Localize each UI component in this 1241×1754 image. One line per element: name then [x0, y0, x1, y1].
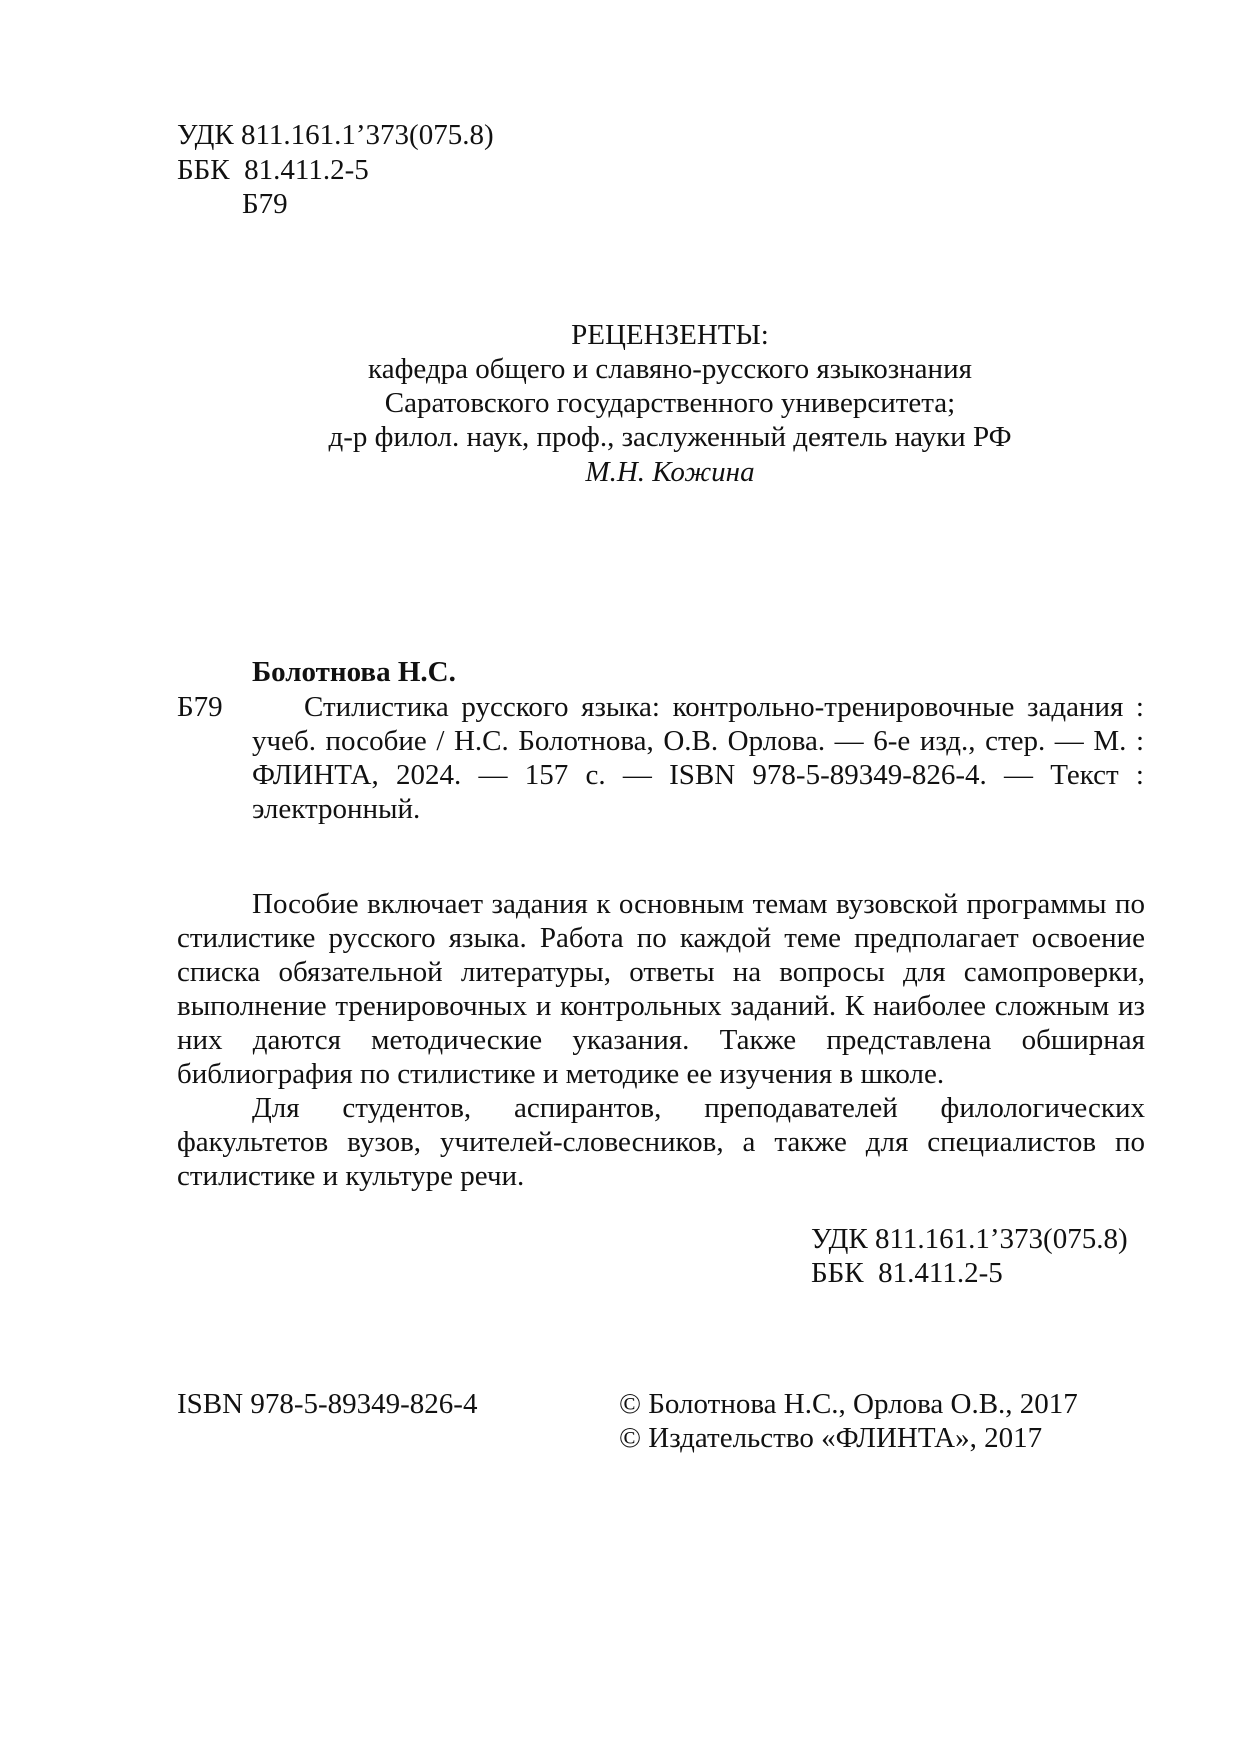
reviewer-university: Саратовского государственного университета; — [384, 387, 956, 419]
copyright-publisher: © Издательство «ФЛИНТА», 2017 — [619, 1422, 1043, 1454]
annotation — [177, 887, 1145, 1193]
copyright-authors: © Болотнова Н.С., Орлова О.В., 2017 — [619, 1388, 1078, 1420]
annotation-paragraph: Пособие включает задания к основным темам вузовской программы по стилистике русского языка. Работа по каждой теме предполагает освоение списка обязательной литературы, ответы на вопросы для самопроверки, выполнение тренировочных и контрольных заданий. К наиболее сложным из них даются методические указания. Также представлена обширная библиография по стилистике и методике ее изучения в школе. — [177, 888, 1145, 1090]
reviewer-name: М.Н. Кожина — [585, 456, 755, 488]
annotation-paragraph: Для студентов, аспирантов, преподавателей филологических факультетов вузов, учителей-словесников, а также для специалистов по стилистике и культуре речи. — [177, 1092, 1145, 1192]
author-sign: Б79 — [242, 188, 288, 220]
reviewers-heading: РЕЦЕНЗЕНТЫ: — [571, 319, 769, 351]
record-author: Болотнова Н.С. — [252, 656, 456, 688]
isbn: ISBN 978-5-89349-826-4 — [177, 1388, 478, 1420]
bbk-code: ББК 81.411.2-5 — [177, 154, 369, 186]
record-description: Стилистика русского языка: контрольно-тренировочные задания : учеб. пособие / Н.С. Болотнова, О.В. Орлова. — 6-е изд., стер. — М. : ФЛИНТА, 2024. — 157 с. — ISBN 978-5-89349-826-4. — Текст : электронный. — [252, 691, 1144, 825]
udk-code: УДК 811.161.1’373(075.8) — [811, 1223, 1128, 1255]
reviewer-department: кафедра общего и славяно-русского языкознания — [368, 353, 972, 385]
udk-code: УДК 811.161.1’373(075.8) — [177, 119, 494, 151]
record-author-sign: Б79 — [177, 691, 223, 723]
bbk-code: ББК 81.411.2-5 — [811, 1257, 1003, 1289]
reviewer-title: д-р филол. наук, проф., заслуженный деятель науки РФ — [328, 421, 1012, 453]
